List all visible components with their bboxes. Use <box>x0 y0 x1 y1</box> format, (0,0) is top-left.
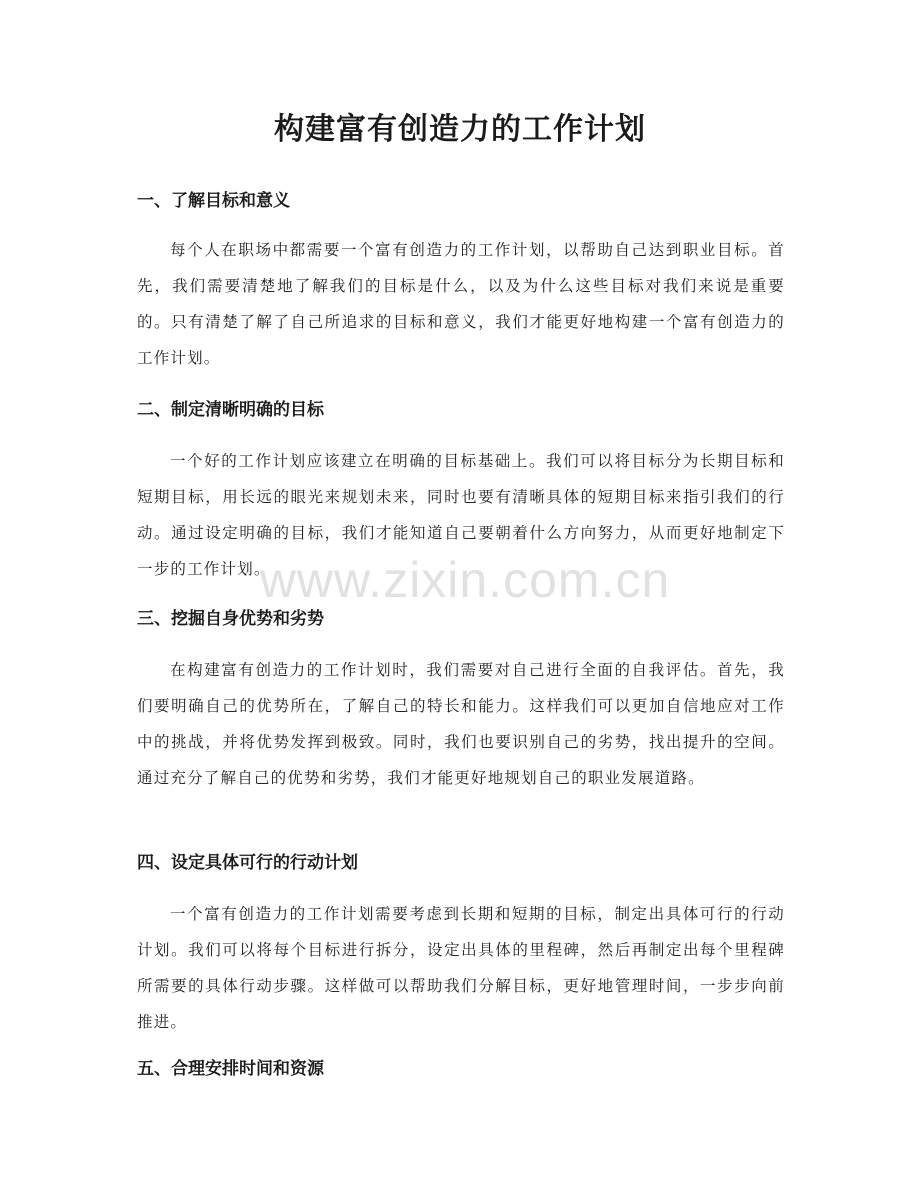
section-paragraph-1: 每个人在职场中都需要一个富有创造力的工作计划，以帮助自己达到职业目标。首先，我们需要清楚地了解我们的目标是什么，以及为什么这些目标对我们来说是重要的。只有清楚了解了自己所追求的目标和意义，我们才能更好地构建一个富有创造力的工作计划。 <box>137 241 785 367</box>
section-heading-2: 二、制定清晰明确的目标 <box>137 400 324 420</box>
watermark-text: www.zixin.com.cn <box>259 552 671 608</box>
section-heading-3: 三、挖掘自身优势和劣势 <box>137 609 324 629</box>
section-paragraph-4: 一个富有创造力的工作计划需要考虑到长期和短期的目标，制定出具体可行的行动计划。我们可以将每个目标进行拆分，设定出具体的里程碑，然后再制定出每个里程碑所需要的具体行动步骤。这样做可以帮助我们分解目标，更好地管理时间，一步步向前推进。 <box>137 905 785 1031</box>
section-heading-1: 一、了解目标和意义 <box>137 191 290 211</box>
section-heading-4: 四、设定具体可行的行动计划 <box>137 853 358 873</box>
section-paragraph-2: 一个好的工作计划应该建立在明确的目标基础上。我们可以将目标分为长期目标和短期目标，用长远的眼光来规划未来，同时也要有清晰具体的短期目标来指引我们的行动。通过设定明确的目标，我们才能知道自己要朝着什么方向努力，从而更好地制定下一步的工作计划。 <box>137 452 785 578</box>
section-heading-5: 五、合理安排时间和资源 <box>137 1059 324 1079</box>
page-title: 构建富有创造力的工作计划 <box>274 112 646 147</box>
section-paragraph-3: 在构建富有创造力的工作计划时，我们需要对自己进行全面的自我评估。首先，我们要明确自己的优势所在，了解自己的特长和能力。这样我们可以更加自信地应对工作中的挑战，并将优势发挥到极致。同时，我们也要识别自己的劣势，找出提升的空间。通过充分了解自己的优势和劣势，我们才能更好地规划自己的职业发展道路。 <box>137 661 785 787</box>
